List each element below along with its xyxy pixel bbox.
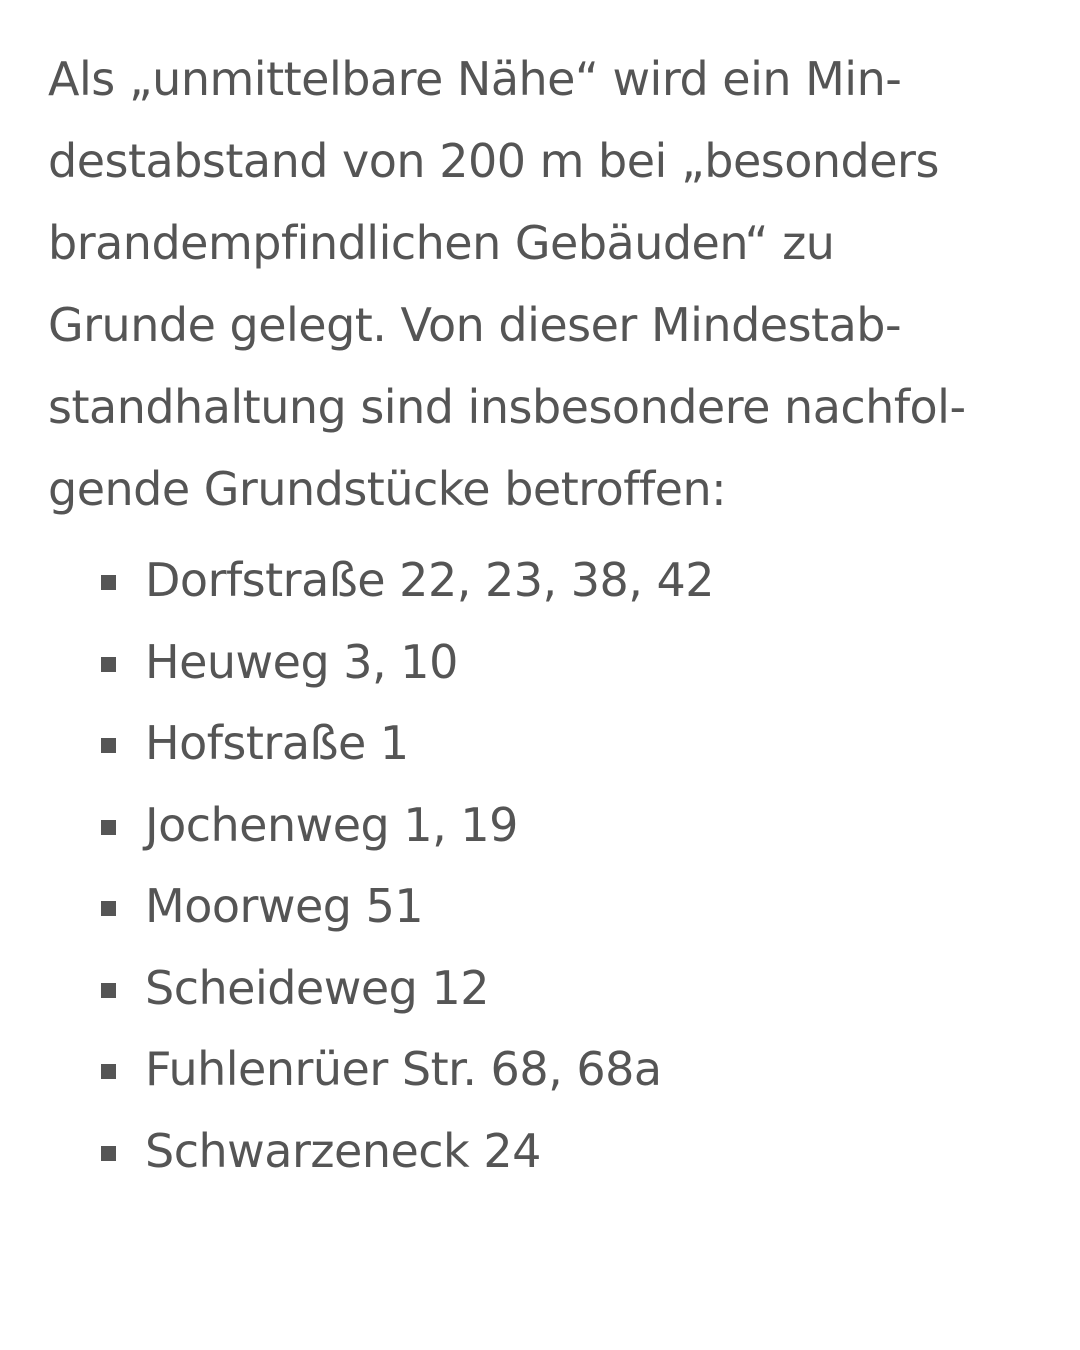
paragraph-line: standhaltung sind insbesondere nachfol- bbox=[48, 380, 966, 434]
square-bullet-icon bbox=[101, 1064, 116, 1079]
list-item bbox=[48, 948, 714, 1030]
list-item bbox=[48, 1111, 714, 1193]
address-text: Jochenweg 1, 19 bbox=[145, 797, 518, 852]
square-bullet-icon bbox=[101, 575, 116, 590]
list-item bbox=[48, 540, 714, 622]
address-text: Heuweg 3, 10 bbox=[145, 634, 458, 689]
address-text: Moorweg 51 bbox=[145, 879, 424, 933]
list-item bbox=[48, 703, 714, 785]
square-bullet-icon bbox=[101, 738, 116, 753]
paragraph-line: destabstand von 200 m bei „besonders bbox=[48, 134, 939, 188]
list-item bbox=[48, 1029, 714, 1111]
paragraph-line: brandempfindlichen Gebäuden“ zu bbox=[48, 216, 835, 270]
address-text: Fuhlenrüer Str. 68, 68a bbox=[145, 1042, 662, 1096]
square-bullet-icon bbox=[101, 1146, 116, 1161]
intro-paragraph bbox=[48, 38, 1058, 530]
article-body bbox=[48, 38, 1058, 530]
address-text: Schwarzeneck 24 bbox=[145, 1123, 541, 1178]
address-text: Dorfstraße 22, 23, 38, 42 bbox=[145, 553, 715, 607]
paragraph-line: gende Grundstücke betroffen: bbox=[48, 462, 727, 516]
square-bullet-icon bbox=[101, 657, 116, 672]
affected-properties-list bbox=[48, 540, 714, 1192]
address-text: Hofstraße 1 bbox=[145, 716, 409, 770]
square-bullet-icon bbox=[101, 983, 116, 998]
list-item bbox=[48, 622, 714, 704]
paragraph-line: Grunde gelegt. Von dieser Mindestab- bbox=[48, 298, 902, 352]
paragraph-line: Als „unmittelbare Nähe“ wird ein Min- bbox=[48, 52, 902, 106]
address-text: Scheideweg 12 bbox=[145, 960, 490, 1015]
square-bullet-icon bbox=[101, 820, 116, 835]
square-bullet-icon bbox=[101, 901, 116, 916]
list-item bbox=[48, 785, 714, 867]
list-item bbox=[48, 866, 714, 948]
